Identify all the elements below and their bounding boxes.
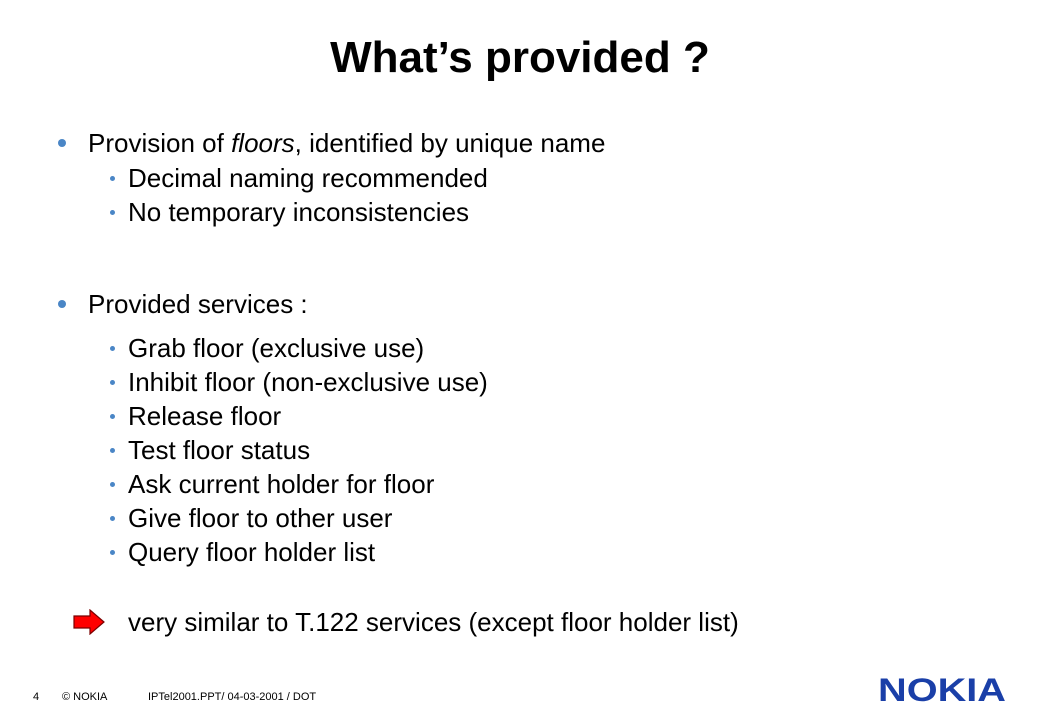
sub-bullet-item: Inhibit floor (non-exclusive use) (128, 367, 488, 397)
document-reference: IPTel2001.PPT/ 04-03-2001 / DOT (148, 691, 317, 703)
sub-bullet-item: Test floor status (128, 435, 311, 465)
page-number: 4 (33, 691, 40, 703)
right-arrow-icon (72, 609, 106, 635)
bullet-level2 (110, 210, 115, 215)
nokia-logo (878, 672, 1008, 706)
sub-bullet-item: Query floor holder list (128, 537, 376, 567)
sub-bullet-item: Grab floor (exclusive use) (128, 333, 425, 363)
sub-bullet-item: No temporary inconsistencies (128, 197, 470, 227)
sub-bullet-item: Release floor (128, 401, 282, 431)
slide-title: What’s provided ? (330, 33, 710, 82)
bullet-level2 (110, 176, 115, 181)
bullet-level2 (110, 380, 115, 385)
bullet-level2 (110, 550, 115, 555)
bullet-level2 (110, 448, 115, 453)
bullet-provision-of-floors (88, 127, 605, 159)
conclusion-text: very similar to T.122 services (except floor holder list) (128, 607, 739, 637)
sub-bullet-item: Give floor to other user (128, 503, 393, 533)
bullet-text-after: , identified by unique name (294, 128, 606, 158)
bullet-level2 (110, 414, 115, 419)
bullet-level2 (110, 482, 115, 487)
bullet-level2 (110, 516, 115, 521)
bullet-level1 (58, 139, 66, 147)
bullet-level2 (110, 346, 115, 351)
bullet-text-before: Provision of (88, 128, 232, 158)
bullet-provided-services: Provided services : (88, 289, 308, 319)
sub-bullet-item: Decimal naming recommended (128, 163, 488, 193)
logo-wordmark: NOKIA (878, 672, 1006, 706)
copyright-text: © NOKIA (62, 691, 108, 703)
sub-bullet-item: Ask current holder for floor (128, 469, 435, 499)
bullet-level1 (58, 300, 66, 308)
bullet-text-italic: floors (231, 128, 295, 158)
